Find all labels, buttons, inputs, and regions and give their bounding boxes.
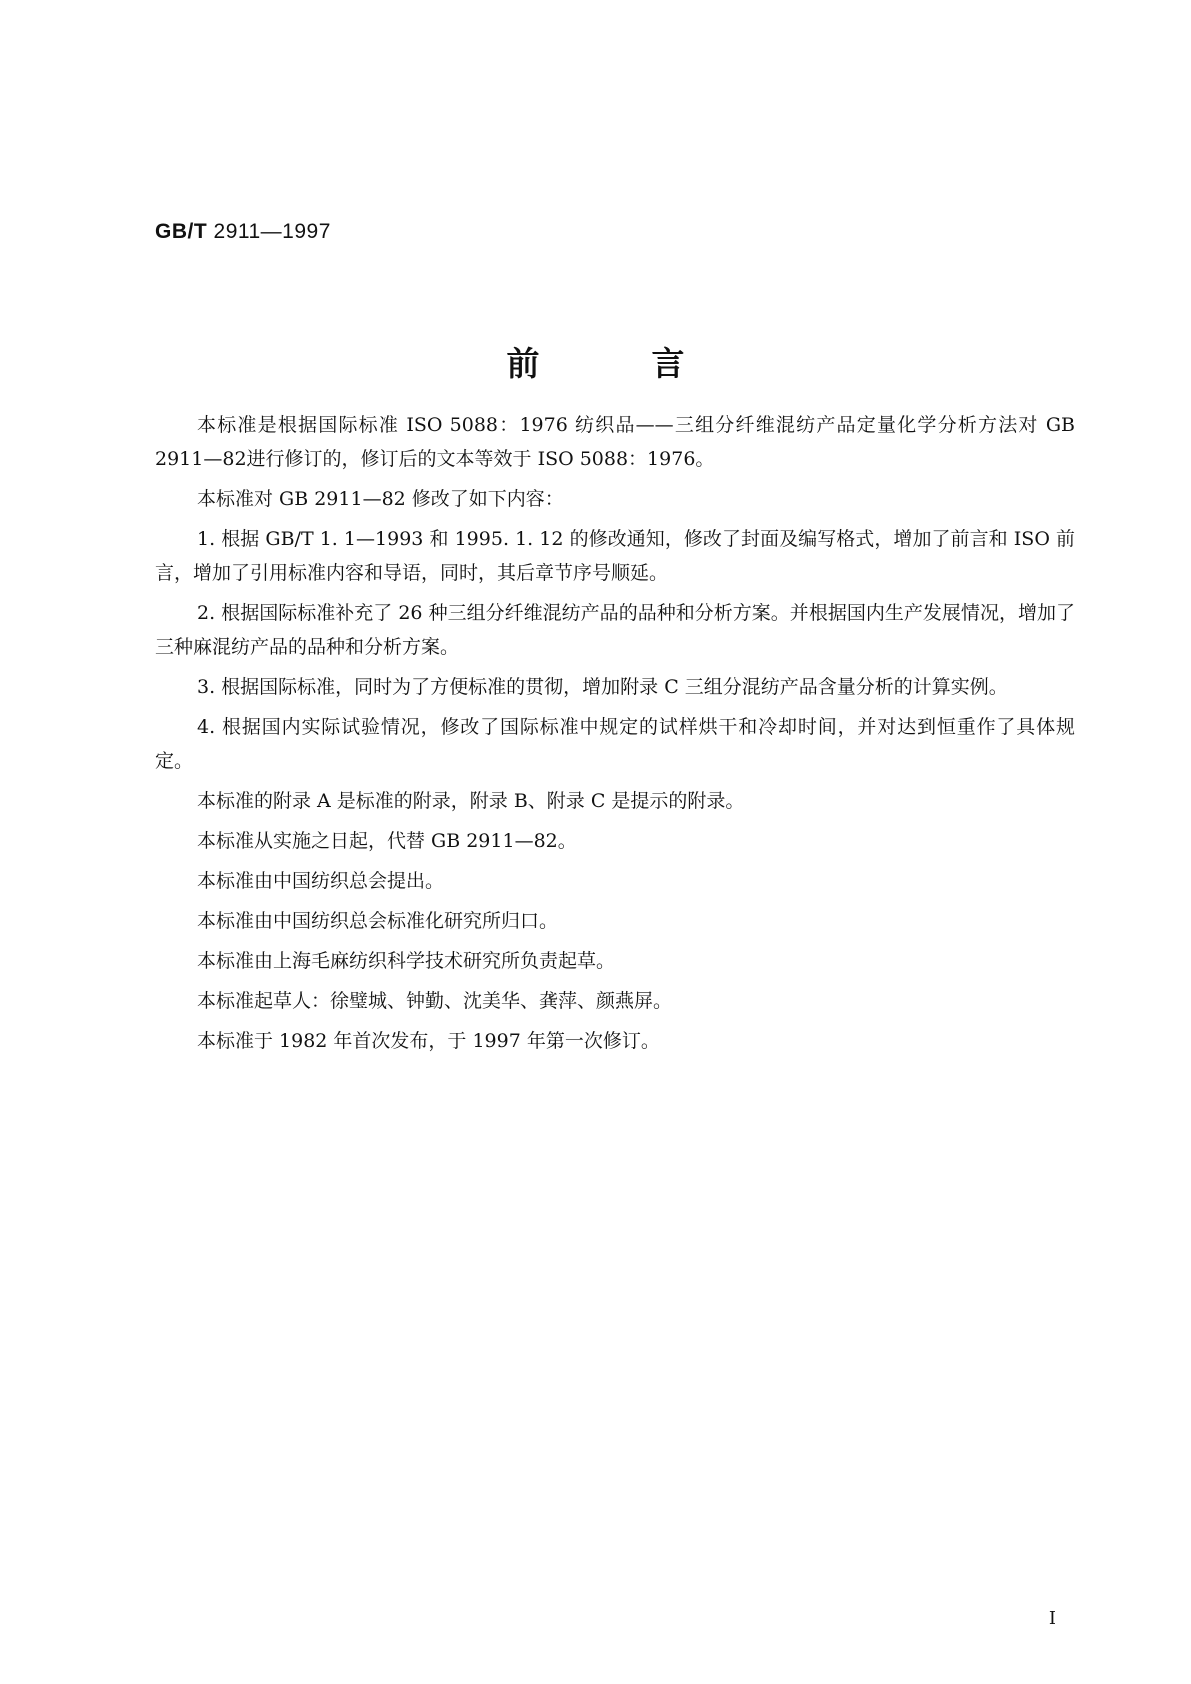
paragraph: 1. 根据 GB/T 1. 1—1993 和 1995. 1. 12 的修改通知，修改了封面及编写格式，增加了前言和 ISO 前言，增加了引用标准内容和导语，同时，其后章节序号顺延。 — [155, 528, 1075, 584]
standard-code — [155, 220, 331, 244]
paragraph: 本标准对 GB 2911—82 修改了如下内容： — [197, 488, 564, 510]
paragraph: 本标准由中国纺织总会标准化研究所归口。 — [197, 910, 559, 932]
paragraph: 本标准从实施之日起，代替 GB 2911—82。 — [197, 830, 577, 852]
page-title — [0, 338, 1191, 385]
paragraph: 本标准起草人：徐璧城、钟勤、沈美华、龚萍、颜燕屏。 — [197, 990, 673, 1012]
foreword-body — [155, 408, 1075, 1064]
paragraph: 本标准由中国纺织总会提出。 — [197, 870, 445, 892]
page-title-char-2: 言 — [651, 344, 685, 383]
page-number: I — [1048, 1608, 1056, 1629]
paragraph: 2. 根据国际标准补充了 26 种三组分纤维混纺产品的品种和分析方案。并根据国内生产发展情况，增加了三种麻混纺产品的品种和分析方案。 — [155, 602, 1075, 658]
paragraph: 本标准于 1982 年首次发布，于 1997 年第一次修订。 — [197, 1030, 660, 1052]
paragraph: 本标准由上海毛麻纺织科学技术研究所负责起草。 — [197, 950, 616, 972]
paragraph: 4. 根据国内实际试验情况，修改了国际标准中规定的试样烘干和冷却时间，并对达到恒重作了具体规定。 — [155, 716, 1075, 772]
standard-code-number: 2911—1997 — [213, 220, 331, 243]
paragraph: 3. 根据国际标准，同时为了方便标准的贯彻，增加附录 C 三组分混纺产品含量分析的计算实例。 — [197, 676, 1008, 698]
paragraph: 本标准的附录 A 是标准的附录，附录 B、附录 C 是提示的附录。 — [197, 790, 745, 812]
standard-code-prefix: GB/T — [155, 220, 208, 243]
paragraph: 本标准是根据国际标准 ISO 5088：1976 纺织品——三组分纤维混纺产品定量化学分析方法对 GB 2911—82进行修订的，修订后的文本等效于 ISO 5088：1976。 — [155, 414, 1075, 470]
page-title-char-1: 前 — [506, 344, 540, 383]
